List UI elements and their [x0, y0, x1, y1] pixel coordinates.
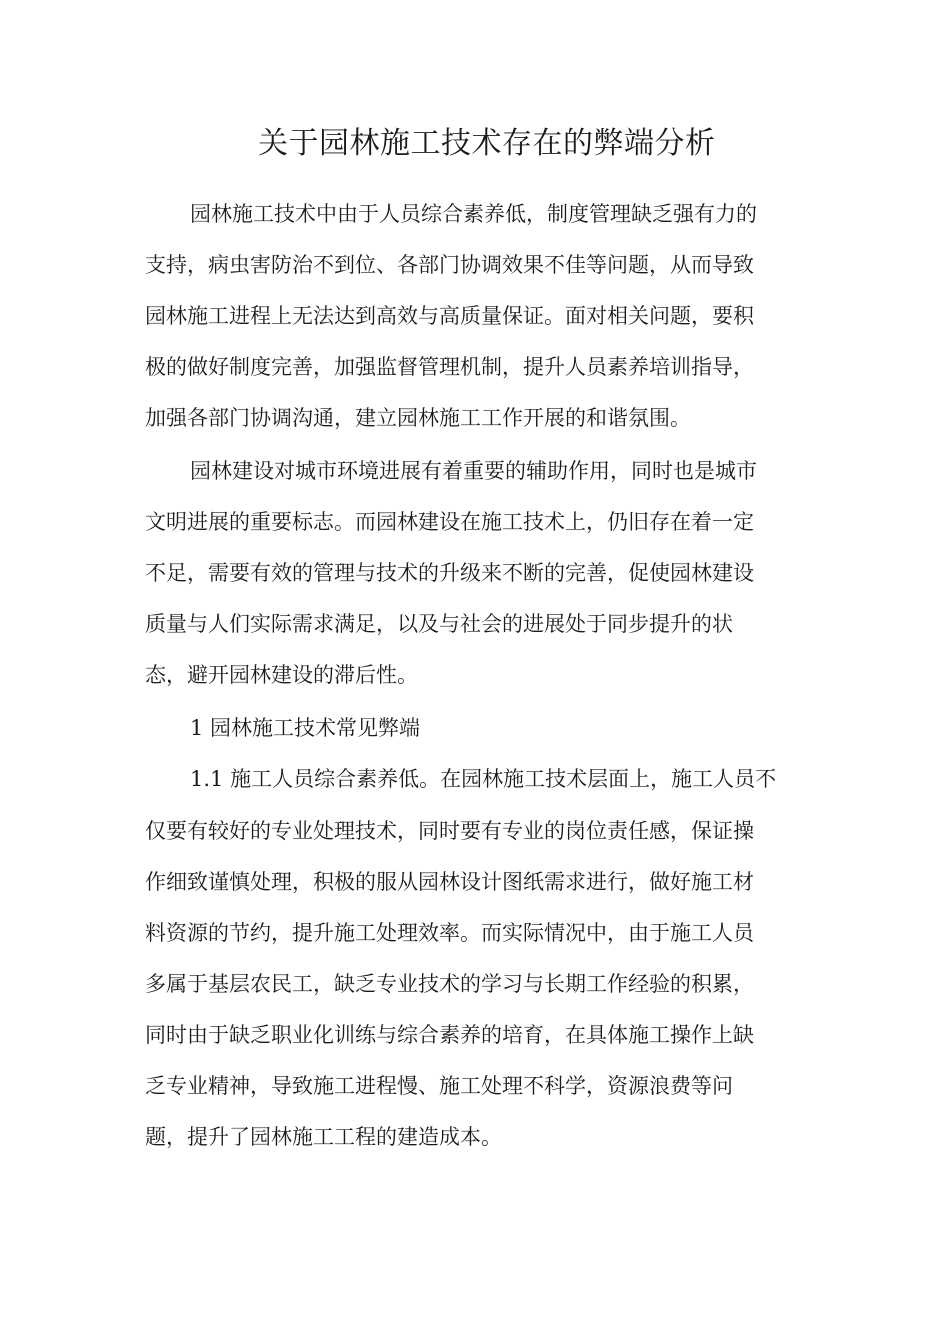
paragraph-line: 极的做好制度完善，加强监督管理机制，提升人员素养培训指导，: [145, 355, 754, 379]
paragraph-line: 质量与人们实际需求满足，以及与社会的进展处于同步提升的状: [145, 612, 733, 636]
document-title: 关于园林施工技术存在的弊端分析: [258, 126, 716, 161]
paragraph-line: 支持，病虫害防治不到位、各部门协调效果不佳等问题，从而导致: [145, 253, 754, 277]
paragraph-line: 同时由于缺乏职业化训练与综合素养的培育，在具体施工操作上缺: [145, 1023, 754, 1047]
section-heading: 1 园林施工技术常见弊端: [190, 716, 421, 740]
paragraph-line: 多属于基层农民工，缺乏专业技术的学习与长期工作经验的积累，: [145, 972, 754, 996]
paragraph-line: 1.1 施工人员综合素养低。在园林施工技术层面上，施工人员不: [190, 767, 777, 791]
paragraph-line: 加强各部门协调沟通，建立园林施工工作开展的和谐氛围。: [145, 406, 691, 430]
paragraph-line: 园林施工进程上无法达到高效与高质量保证。面对相关问题，要积: [145, 304, 754, 328]
paragraph-line: 园林施工技术中由于人员综合素养低，制度管理缺乏强有力的: [190, 202, 757, 226]
paragraph-line: 料资源的节约，提升施工处理效率。而实际情况中，由于施工人员: [145, 921, 754, 945]
paragraph-line: 题，提升了园林施工工程的建造成本。: [145, 1125, 502, 1149]
paragraph-line: 乏专业精神，导致施工进程慢、施工处理不科学，资源浪费等问: [145, 1074, 733, 1098]
paragraph-line: 态，避开园林建设的滞后性。: [145, 663, 418, 687]
paragraph-line: 园林建设对城市环境进展有着重要的辅助作用，同时也是城市: [190, 459, 757, 483]
paragraph-line: 作细致谨慎处理，积极的服从园林设计图纸需求进行，做好施工材: [145, 870, 754, 894]
paragraph-line: 文明进展的重要标志。而园林建设在施工技术上，仍旧存在着一定: [145, 510, 754, 534]
paragraph-line: 不足，需要有效的管理与技术的升级来不断的完善，促使园林建设: [145, 561, 754, 585]
paragraph-line: 仅要有较好的专业处理技术，同时要有专业的岗位责任感，保证操: [145, 819, 754, 843]
